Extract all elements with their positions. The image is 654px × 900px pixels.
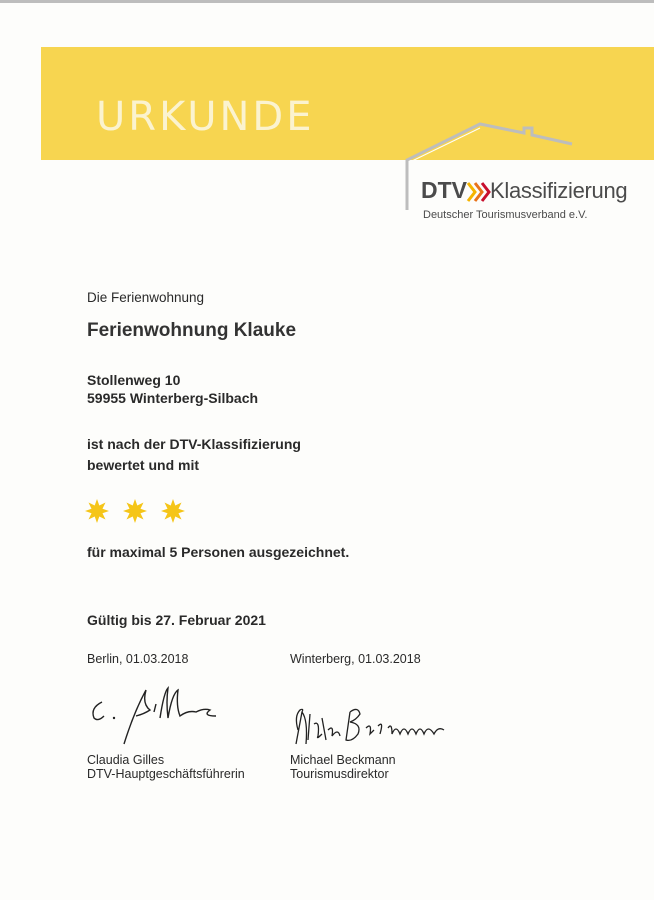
signature-gilles bbox=[84, 682, 234, 752]
persons-line: für maximal 5 Personen ausgezeichnet. bbox=[87, 544, 350, 560]
star-rating bbox=[84, 498, 186, 524]
star-icon bbox=[122, 498, 148, 524]
logo-subtitle: Deutscher Tourismusverband e.V. bbox=[423, 209, 588, 221]
address-street: Stollenweg 10 bbox=[87, 372, 181, 388]
star-icon bbox=[160, 498, 186, 524]
certificate-title: URKUNDE bbox=[96, 94, 315, 140]
signatory-left-name: Claudia Gilles bbox=[87, 753, 165, 767]
logo-abbr: DTV bbox=[421, 177, 467, 203]
statement-line-1: ist nach der DTV-Klassifizierung bbox=[87, 436, 301, 452]
valid-until: Gültig bis 27. Februar 2021 bbox=[87, 612, 266, 628]
logo-arrows-icon bbox=[466, 181, 492, 203]
signature-beckmann bbox=[288, 700, 448, 755]
intro-text: Die Ferienwohnung bbox=[87, 290, 205, 305]
statement-line-2: bewertet und mit bbox=[87, 457, 200, 473]
logo-name: Klassifizierung bbox=[490, 178, 628, 203]
place-date-left: Berlin, 01.03.2018 bbox=[87, 652, 189, 666]
top-border bbox=[0, 0, 654, 3]
address-city: 59955 Winterberg-Silbach bbox=[87, 390, 259, 406]
property-name: Ferienwohnung Klauke bbox=[87, 320, 297, 341]
signatory-left-role: DTV-Hauptgeschäftsführerin bbox=[87, 767, 245, 781]
signatory-right-name: Michael Beckmann bbox=[290, 753, 396, 767]
signatory-right-role: Tourismusdirektor bbox=[290, 767, 389, 781]
place-date-right: Winterberg, 01.03.2018 bbox=[290, 652, 421, 666]
star-icon bbox=[84, 498, 110, 524]
